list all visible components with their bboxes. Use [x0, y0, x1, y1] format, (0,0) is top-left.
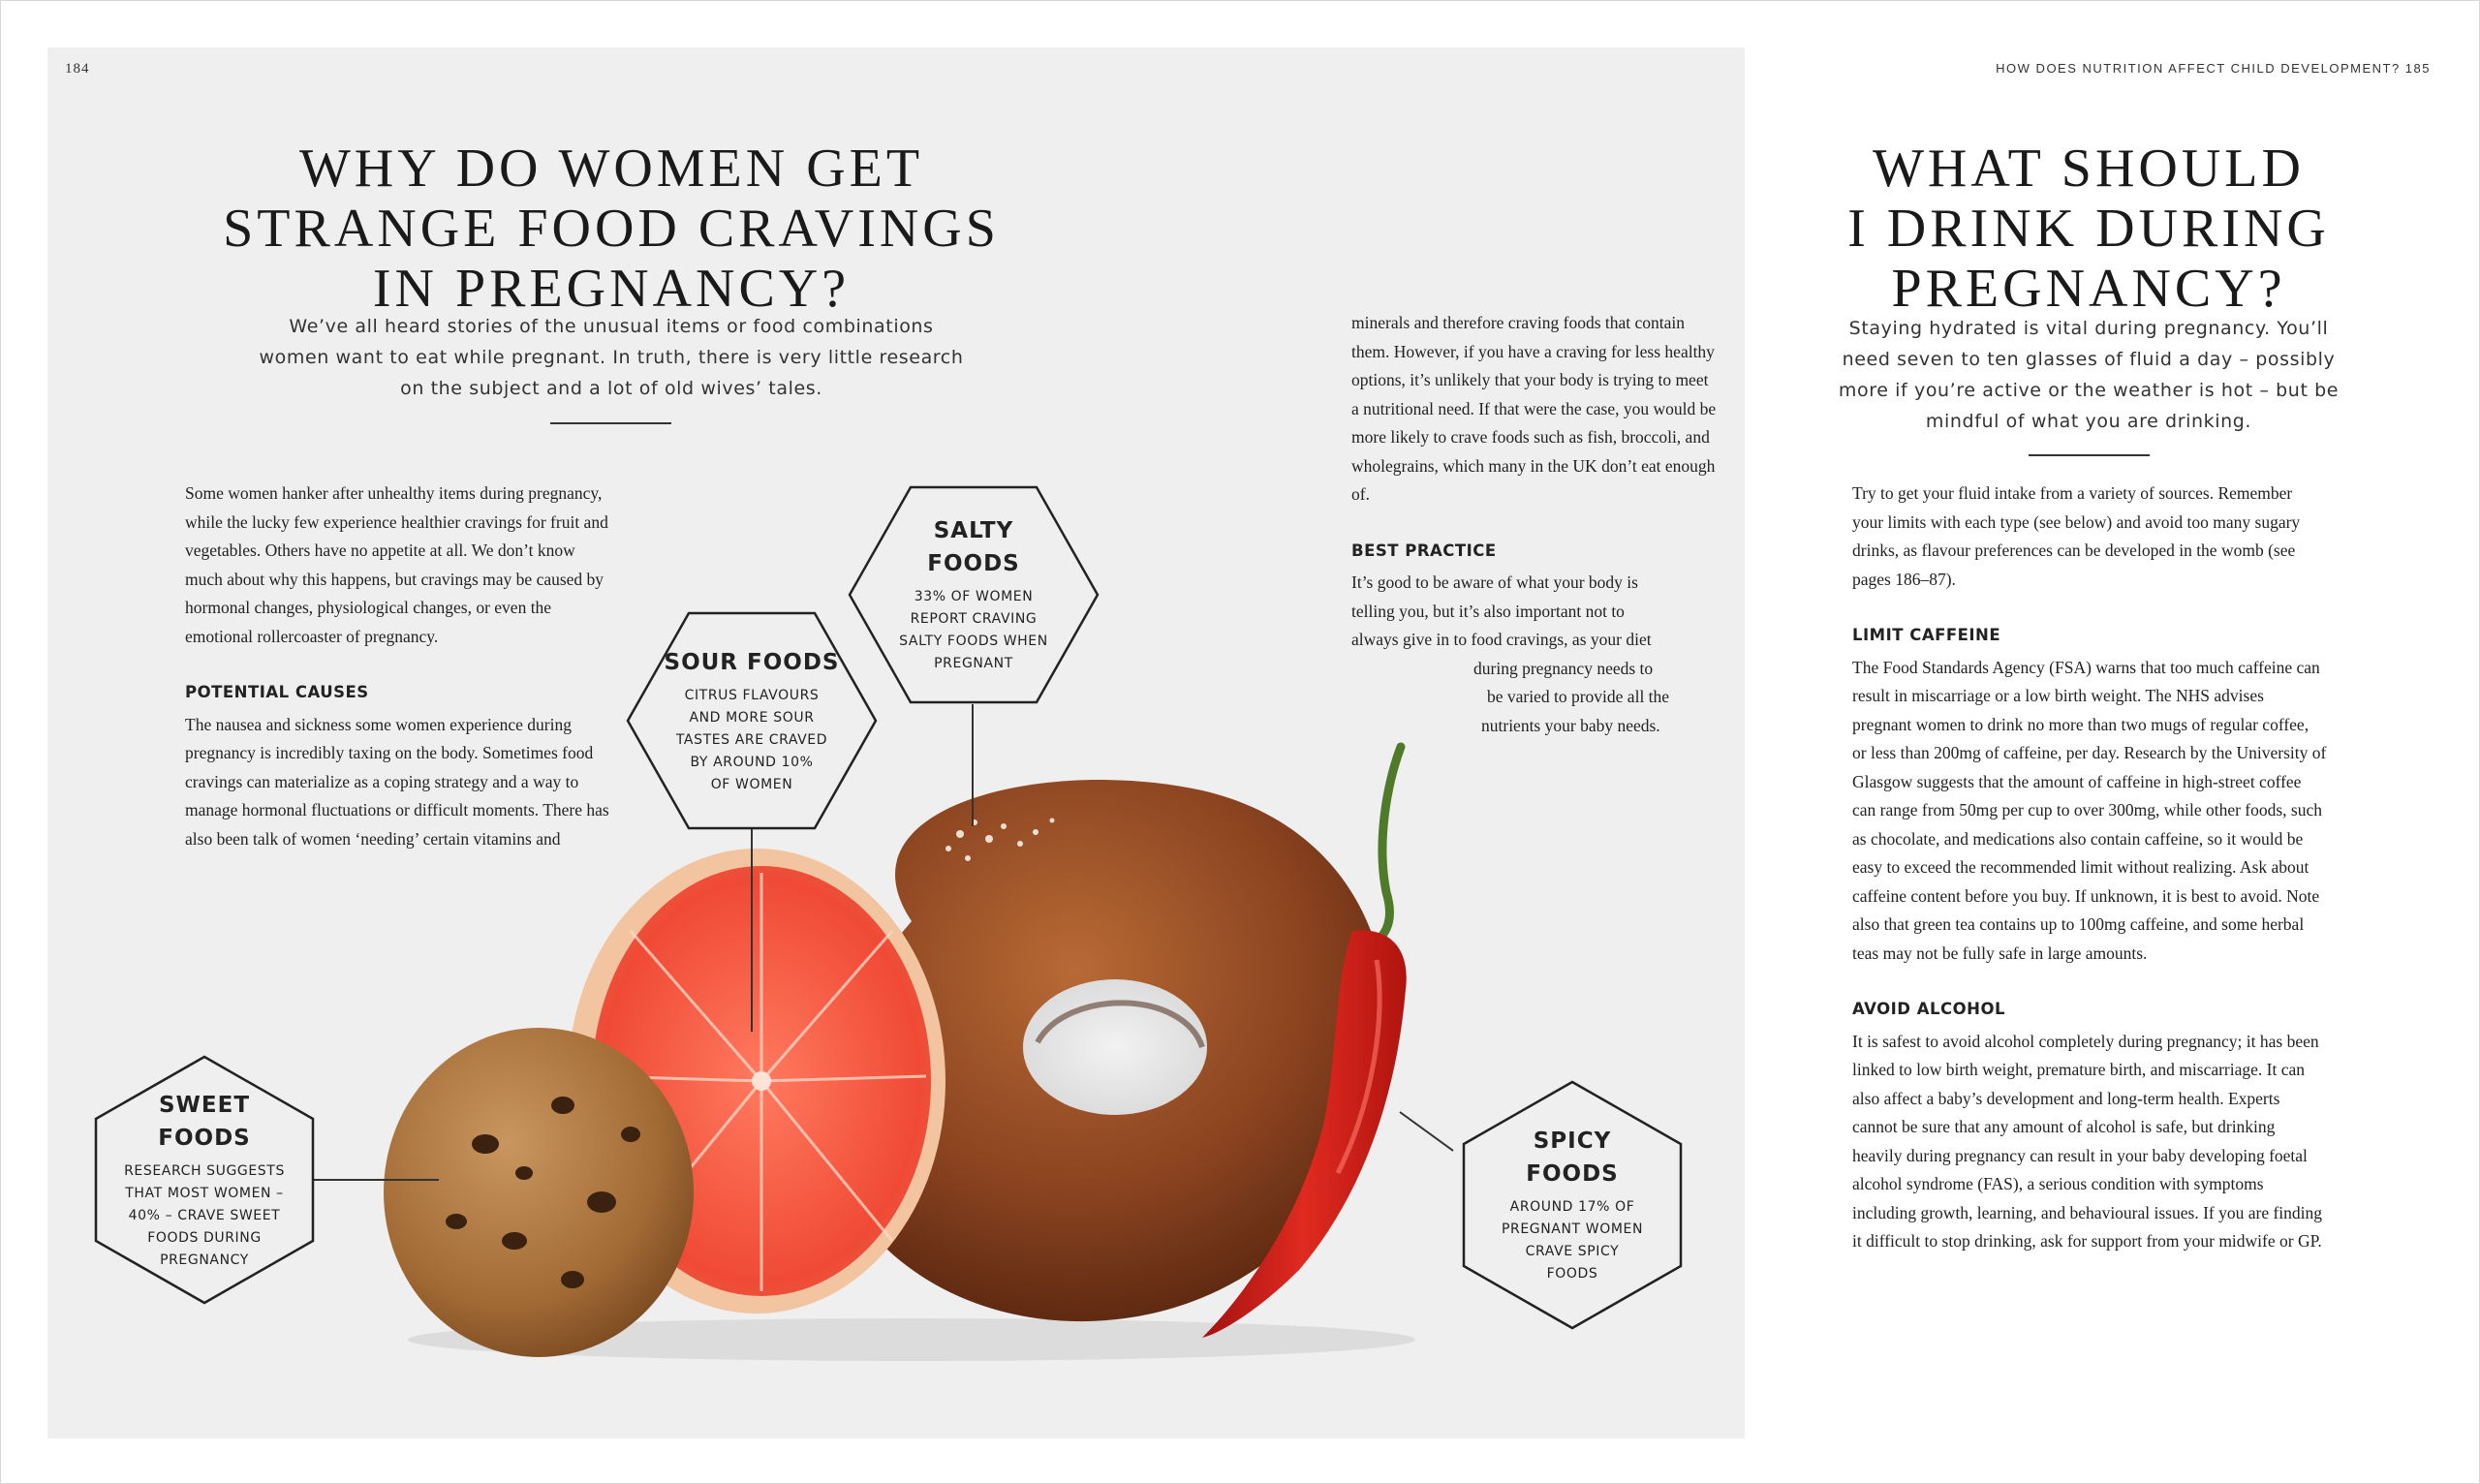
left-column-2	[1351, 309, 1718, 740]
salty-foods-callout	[848, 485, 1100, 704]
right-page-title	[1783, 139, 2394, 319]
salty-foods-text: 33% OF WOMEN REPORT CRAVING SALTY FOODS WHEN PREGNANT	[899, 589, 1048, 671]
sweet-foods-callout	[94, 1055, 315, 1305]
col2-line: be varied to provide all the	[1487, 687, 1670, 706]
right-title-line: PREGNANCY?	[1891, 259, 2286, 319]
left-intro	[214, 311, 1008, 404]
sour-leader-line	[751, 828, 753, 1032]
sour-foods-callout	[626, 611, 878, 830]
right-title-line: I DRINK DURING	[1847, 199, 2330, 259]
left-intro-line: on the subject and a lot of old wives’ tales.	[400, 378, 822, 399]
avoid-alcohol-heading: AVOID ALCOHOL	[1852, 1000, 2006, 1018]
page-number-left: 184	[65, 61, 90, 77]
spicy-foods-text: AROUND 17% OF PREGNANT WOMEN CRAVE SPICY FOODS	[1501, 1199, 1644, 1282]
cookie-image	[384, 1028, 694, 1357]
salty-foods-title: SALTY FOODS	[927, 518, 1020, 576]
right-paragraph-1: Try to get your fluid intake from a variety of sources. Remember your limits with each type (see below) and avoid too many sugary drinks, as flavour preferences can be developed in the womb (see pages 186–87).	[1852, 483, 2301, 589]
right-intro	[1793, 313, 2384, 437]
sour-foods-title: SOUR FOODS	[664, 649, 840, 675]
left-title-line: IN PREGNANCY?	[372, 259, 851, 319]
spicy-foods-title: SPICY FOODS	[1526, 1128, 1619, 1187]
right-intro-line: Staying hydrated is vital during pregnancy. You’ll	[1848, 318, 2329, 339]
sweet-foods-text: RESEARCH SUGGESTS THAT MOST WOMEN – 40% – CRAVE SWEET FOODS DURING PREGNANCY	[124, 1162, 285, 1268]
running-header-right: HOW DOES NUTRITION AFFECT CHILD DEVELOPMENT? 185	[1996, 61, 2431, 76]
right-paragraph-3: It is safest to avoid alcohol completely during pregnancy; it has been linked to low birth weight, premature birth, and miscarriage. It can also affect a baby’s development and long-term health. Experts cannot be sure that any amount of alcohol is safe, but drinking heavily during pregnancy can result in your baby developing foetal alcohol syndrome (FAS), a serious condition with symptoms including growth, learning, and behavioural issues. If you are finding it difficult to stop drinking, ask for support from your midwife or GP.	[1852, 1031, 2323, 1251]
col2-line: always give in to food cravings, as your diet	[1351, 630, 1652, 649]
salty-leader-line	[972, 704, 974, 826]
left-page-title	[146, 139, 1076, 319]
right-intro-divider	[2029, 454, 2150, 456]
col1-paragraph-2: The nausea and sickness some women experience during pregnancy is incredibly taxing on the body. Sometimes food cravings can materialize as a coping strategy and a way to manage hormonal fluctuations or difficult moments. There has also been talk of women ‘needing’ certain vitamins and	[185, 714, 609, 849]
sweet-leader-line	[313, 1179, 439, 1181]
sour-foods-text: CITRUS FLAVOURS AND MORE SOUR TASTES ARE CRAVED BY AROUND 10% OF WOMEN	[675, 687, 828, 792]
left-title-line: WHY DO WOMEN GET	[298, 139, 924, 199]
left-title-line: STRANGE FOOD CRAVINGS	[223, 199, 1000, 259]
left-intro-divider	[550, 422, 671, 424]
col2-line: during pregnancy needs to	[1473, 658, 1654, 678]
col2-paragraph-1: minerals and therefore craving foods that contain them. However, if you have a craving for less healthy options, it’s unlikely that your body is trying to meet a nutritional need. If that were the case, you would be more likely to crave foods such as fish, broccoli, and wholegrains, which many in the UK don’t eat enough of.	[1351, 313, 1717, 504]
potential-causes-heading: POTENTIAL CAUSES	[185, 683, 369, 701]
left-intro-line: We’ve all heard stories of the unusual items or food combinations	[289, 316, 934, 337]
right-intro-line: mindful of what you are drinking.	[1925, 411, 2252, 432]
right-title-line: WHAT SHOULD	[1873, 139, 2305, 199]
right-intro-line: need seven to ten glasses of fluid a day – possibly	[1842, 349, 2336, 370]
right-intro-line: more if you’re active or the weather is hot – but be	[1838, 380, 2340, 401]
limit-caffeine-heading: LIMIT CAFFEINE	[1852, 626, 2001, 644]
left-intro-line: women want to eat while pregnant. In truth, there is very little research	[259, 347, 964, 368]
col2-line: It’s good to be aware of what your body is	[1351, 572, 1638, 592]
col2-line: nutrients your baby needs.	[1481, 715, 1660, 735]
right-paragraph-2: The Food Standards Agency (FSA) warns that too much caffeine can result in miscarriage or a low birth weight. The NHS advises pregnant women to drink no more than two mugs of regular coffee, or less than 200mg of caffeine, per day. Research by the University of Glasgow suggests that the amount of caffeine in high-street coffee can range from 50mg per cup to over 300mg, while other foods, such as chocolate, and medications also contain caffeine, so it would be easy to exceed the recommended limit without realizing. Ask about caffeine content before you buy. If unknown, it is best to avoid. Note also that green tea contains up to 100mg caffeine, and some herbal teas may not be fully safe in large amounts.	[1852, 657, 2327, 963]
spicy-foods-callout	[1462, 1080, 1683, 1330]
sweet-foods-title: SWEET FOODS	[158, 1092, 251, 1151]
col1-paragraph-1: Some women hanker after unhealthy items during pregnancy, while the lucky few experience healthier cravings for fruit and vegetables. Others have no appetite at all. We don’t know much about why this happens, but cravings may be caused by hormonal changes, physiological changes, or even the emotional rollercoaster of pregnancy.	[185, 483, 608, 646]
best-practice-heading: BEST PRACTICE	[1351, 541, 1497, 560]
right-column	[1852, 479, 2327, 1256]
col2-line: telling you, but it’s also important not to	[1351, 601, 1625, 621]
